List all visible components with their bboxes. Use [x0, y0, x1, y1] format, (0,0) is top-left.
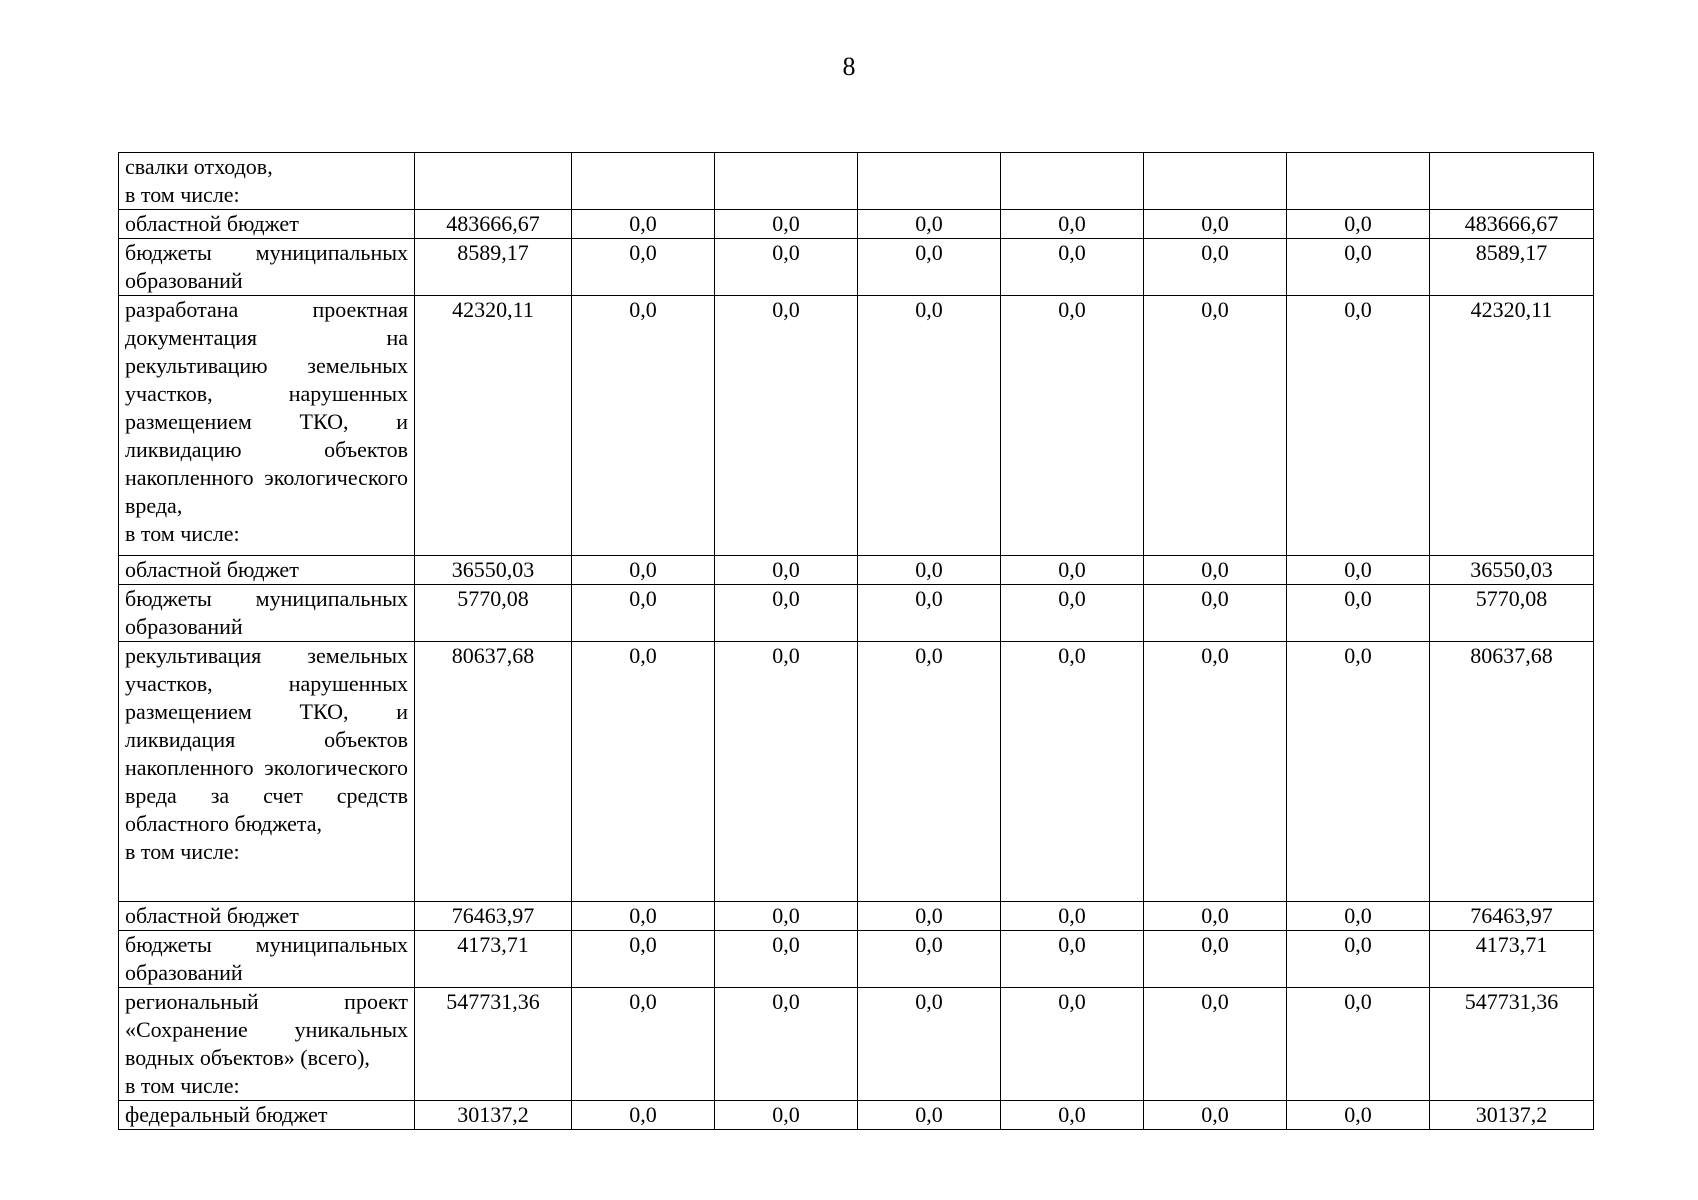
- row-label: бюджеты муниципальных образований: [119, 239, 415, 296]
- cell-value: 0,0: [715, 902, 858, 931]
- cell-value: 0,0: [1144, 931, 1287, 988]
- cell-value: 0,0: [1144, 1101, 1287, 1130]
- cell-value: 0,0: [715, 1101, 858, 1130]
- cell-value: 0,0: [572, 239, 715, 296]
- cell-total: 36550,03: [1430, 556, 1594, 585]
- cell-value: 0,0: [1001, 931, 1144, 988]
- cell-value: [715, 153, 858, 210]
- cell-value: 0,0: [572, 988, 715, 1101]
- budget-table: [118, 152, 1594, 1130]
- cell-value: 0,0: [1001, 642, 1144, 902]
- row-label: областной бюджет: [119, 210, 415, 239]
- cell-value: 0,0: [858, 585, 1001, 642]
- table-row: [119, 642, 1594, 902]
- cell-first-value: 5770,08: [415, 585, 572, 642]
- cell-value: 0,0: [715, 931, 858, 988]
- cell-value: [1287, 153, 1430, 210]
- cell-value: 0,0: [572, 902, 715, 931]
- cell-total: 4173,71: [1430, 931, 1594, 988]
- cell-value: 0,0: [1144, 585, 1287, 642]
- cell-total: 76463,97: [1430, 902, 1594, 931]
- table-row: [119, 556, 1594, 585]
- cell-value: 0,0: [715, 585, 858, 642]
- cell-value: 0,0: [1287, 642, 1430, 902]
- cell-first-value: 76463,97: [415, 902, 572, 931]
- cell-value: 0,0: [1001, 988, 1144, 1101]
- row-label: бюджеты муниципальных образований: [119, 931, 415, 988]
- cell-value: 0,0: [1287, 1101, 1430, 1130]
- cell-value: 0,0: [572, 642, 715, 902]
- table-row: [119, 239, 1594, 296]
- cell-value: 0,0: [1001, 1101, 1144, 1130]
- cell-value: [858, 153, 1001, 210]
- cell-first-value: 80637,68: [415, 642, 572, 902]
- table-row: [119, 902, 1594, 931]
- cell-value: 0,0: [572, 296, 715, 556]
- cell-value: 0,0: [715, 210, 858, 239]
- cell-value: 0,0: [572, 210, 715, 239]
- cell-total: [1430, 153, 1594, 210]
- cell-value: 0,0: [858, 988, 1001, 1101]
- budget-table-body: [119, 153, 1594, 1130]
- page-number: 8: [842, 52, 856, 81]
- cell-value: 0,0: [1001, 556, 1144, 585]
- cell-total: 30137,2: [1430, 1101, 1594, 1130]
- cell-value: [1144, 153, 1287, 210]
- table-row: [119, 153, 1594, 210]
- cell-value: 0,0: [1144, 210, 1287, 239]
- cell-total: 547731,36: [1430, 988, 1594, 1101]
- cell-total: 483666,67: [1430, 210, 1594, 239]
- table-row: [119, 210, 1594, 239]
- cell-value: 0,0: [858, 931, 1001, 988]
- cell-total: 8589,17: [1430, 239, 1594, 296]
- cell-value: 0,0: [1287, 902, 1430, 931]
- cell-value: 0,0: [1287, 988, 1430, 1101]
- cell-value: 0,0: [858, 642, 1001, 902]
- cell-first-value: 547731,36: [415, 988, 572, 1101]
- table-row: [119, 296, 1594, 556]
- cell-value: 0,0: [715, 239, 858, 296]
- row-label: рекультивация земельных участков, нарушенных размещением ТКО, и ликвидация объектов накопленного экологического вреда за счет средств областного бюджета, в том числе:: [119, 642, 415, 902]
- cell-value: 0,0: [1144, 556, 1287, 585]
- cell-value: 0,0: [572, 585, 715, 642]
- cell-first-value: 30137,2: [415, 1101, 572, 1130]
- cell-value: 0,0: [1001, 239, 1144, 296]
- cell-value: 0,0: [572, 556, 715, 585]
- row-label: свалки отходов, в том числе:: [119, 153, 415, 210]
- cell-value: 0,0: [1287, 585, 1430, 642]
- cell-value: 0,0: [1287, 931, 1430, 988]
- cell-value: 0,0: [1144, 642, 1287, 902]
- cell-first-value: [415, 153, 572, 210]
- cell-value: 0,0: [858, 239, 1001, 296]
- cell-value: 0,0: [715, 988, 858, 1101]
- table-row: [119, 1101, 1594, 1130]
- cell-value: 0,0: [858, 902, 1001, 931]
- cell-value: 0,0: [572, 1101, 715, 1130]
- cell-value: 0,0: [715, 556, 858, 585]
- table-row: [119, 988, 1594, 1101]
- cell-total: 5770,08: [1430, 585, 1594, 642]
- cell-first-value: 42320,11: [415, 296, 572, 556]
- cell-value: 0,0: [858, 556, 1001, 585]
- cell-value: 0,0: [1144, 988, 1287, 1101]
- cell-value: 0,0: [858, 210, 1001, 239]
- row-label: разработана проектная документация на рекультивацию земельных участков, нарушенных размещением ТКО, и ликвидацию объектов накопленного экологического вреда, в том числе:: [119, 296, 415, 556]
- cell-value: 0,0: [1001, 902, 1144, 931]
- cell-value: 0,0: [1144, 296, 1287, 556]
- row-label: федеральный бюджет: [119, 1101, 415, 1130]
- cell-first-value: 483666,67: [415, 210, 572, 239]
- cell-value: 0,0: [1144, 902, 1287, 931]
- cell-value: 0,0: [858, 296, 1001, 556]
- cell-value: 0,0: [1287, 296, 1430, 556]
- cell-total: 42320,11: [1430, 296, 1594, 556]
- row-label: бюджеты муниципальных образований: [119, 585, 415, 642]
- row-label: региональный проект «Сохранение уникальных водных объектов» (всего), в том числе:: [119, 988, 415, 1101]
- cell-value: 0,0: [715, 642, 858, 902]
- cell-value: [1001, 153, 1144, 210]
- row-label: областной бюджет: [119, 902, 415, 931]
- cell-value: [572, 153, 715, 210]
- table-row: [119, 585, 1594, 642]
- cell-value: 0,0: [1144, 239, 1287, 296]
- cell-value: 0,0: [858, 1101, 1001, 1130]
- cell-value: 0,0: [1001, 210, 1144, 239]
- cell-value: 0,0: [1287, 556, 1430, 585]
- cell-value: 0,0: [1287, 210, 1430, 239]
- cell-value: 0,0: [715, 296, 858, 556]
- row-label: областной бюджет: [119, 556, 415, 585]
- cell-first-value: 8589,17: [415, 239, 572, 296]
- cell-value: 0,0: [1001, 296, 1144, 556]
- cell-value: 0,0: [1287, 239, 1430, 296]
- cell-total: 80637,68: [1430, 642, 1594, 902]
- cell-first-value: 36550,03: [415, 556, 572, 585]
- cell-first-value: 4173,71: [415, 931, 572, 988]
- table-row: [119, 931, 1594, 988]
- cell-value: 0,0: [1001, 585, 1144, 642]
- cell-value: 0,0: [572, 931, 715, 988]
